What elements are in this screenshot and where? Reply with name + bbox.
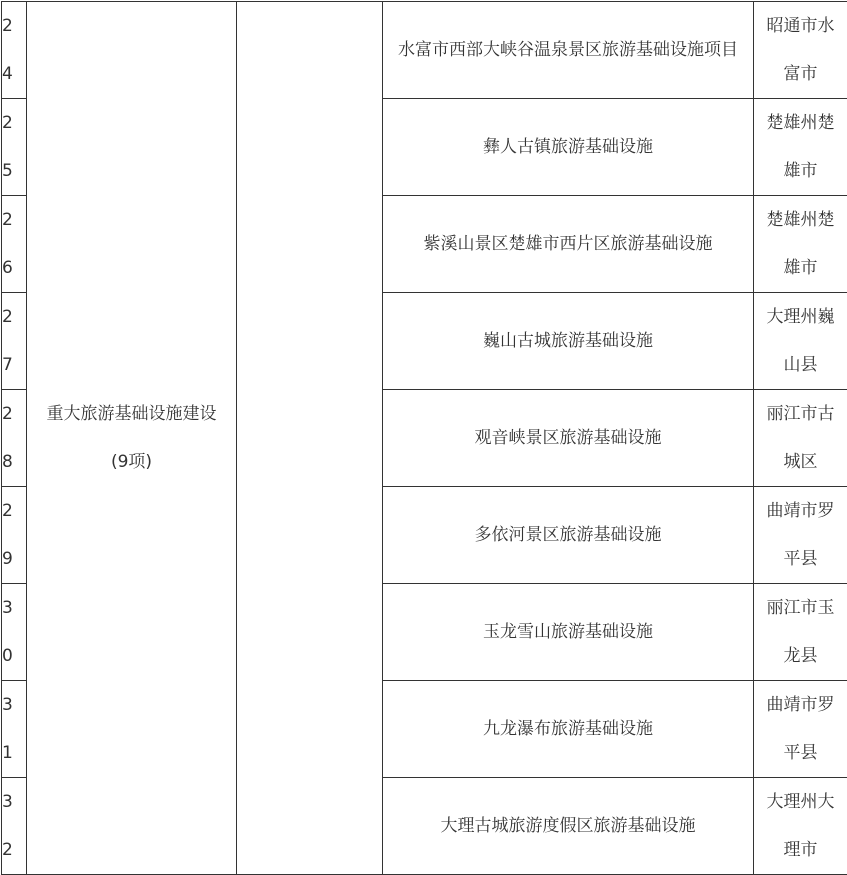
row-number: 30 — [2, 584, 27, 681]
project-name: 水富市西部大峡谷温泉景区旅游基础设施项目 — [383, 2, 754, 99]
project-location: 丽江市古城区 — [754, 390, 847, 487]
row-number: 24 — [2, 2, 27, 99]
project-name: 彝人古镇旅游基础设施 — [383, 99, 754, 196]
empty-column-cell — [237, 2, 383, 875]
row-number: 32 — [2, 778, 27, 875]
row-number: 25 — [2, 99, 27, 196]
project-location: 楚雄州楚雄市 — [754, 99, 847, 196]
project-location: 大理州巍山县 — [754, 293, 847, 390]
project-location: 昭通市水富市 — [754, 2, 847, 99]
category-count: (9项) — [27, 438, 236, 486]
project-location: 大理州大理市 — [754, 778, 847, 875]
project-name: 九龙瀑布旅游基础设施 — [383, 681, 754, 778]
row-number: 31 — [2, 681, 27, 778]
project-name: 大理古城旅游度假区旅游基础设施 — [383, 778, 754, 875]
project-name: 巍山古城旅游基础设施 — [383, 293, 754, 390]
project-name: 紫溪山景区楚雄市西片区旅游基础设施 — [383, 196, 754, 293]
row-number: 29 — [2, 487, 27, 584]
category-cell — [27, 2, 237, 875]
project-name: 观音峡景区旅游基础设施 — [383, 390, 754, 487]
project-location: 楚雄州楚雄市 — [754, 196, 847, 293]
project-name: 多依河景区旅游基础设施 — [383, 487, 754, 584]
project-location: 曲靖市罗平县 — [754, 681, 847, 778]
project-table — [1, 1, 847, 875]
table-row — [2, 2, 847, 99]
project-location: 丽江市玉龙县 — [754, 584, 847, 681]
project-table-body — [2, 2, 847, 875]
row-number: 28 — [2, 390, 27, 487]
project-name: 玉龙雪山旅游基础设施 — [383, 584, 754, 681]
project-location: 曲靖市罗平县 — [754, 487, 847, 584]
row-number: 26 — [2, 196, 27, 293]
category-title: 重大旅游基础设施建设 — [27, 390, 236, 438]
row-number: 27 — [2, 293, 27, 390]
